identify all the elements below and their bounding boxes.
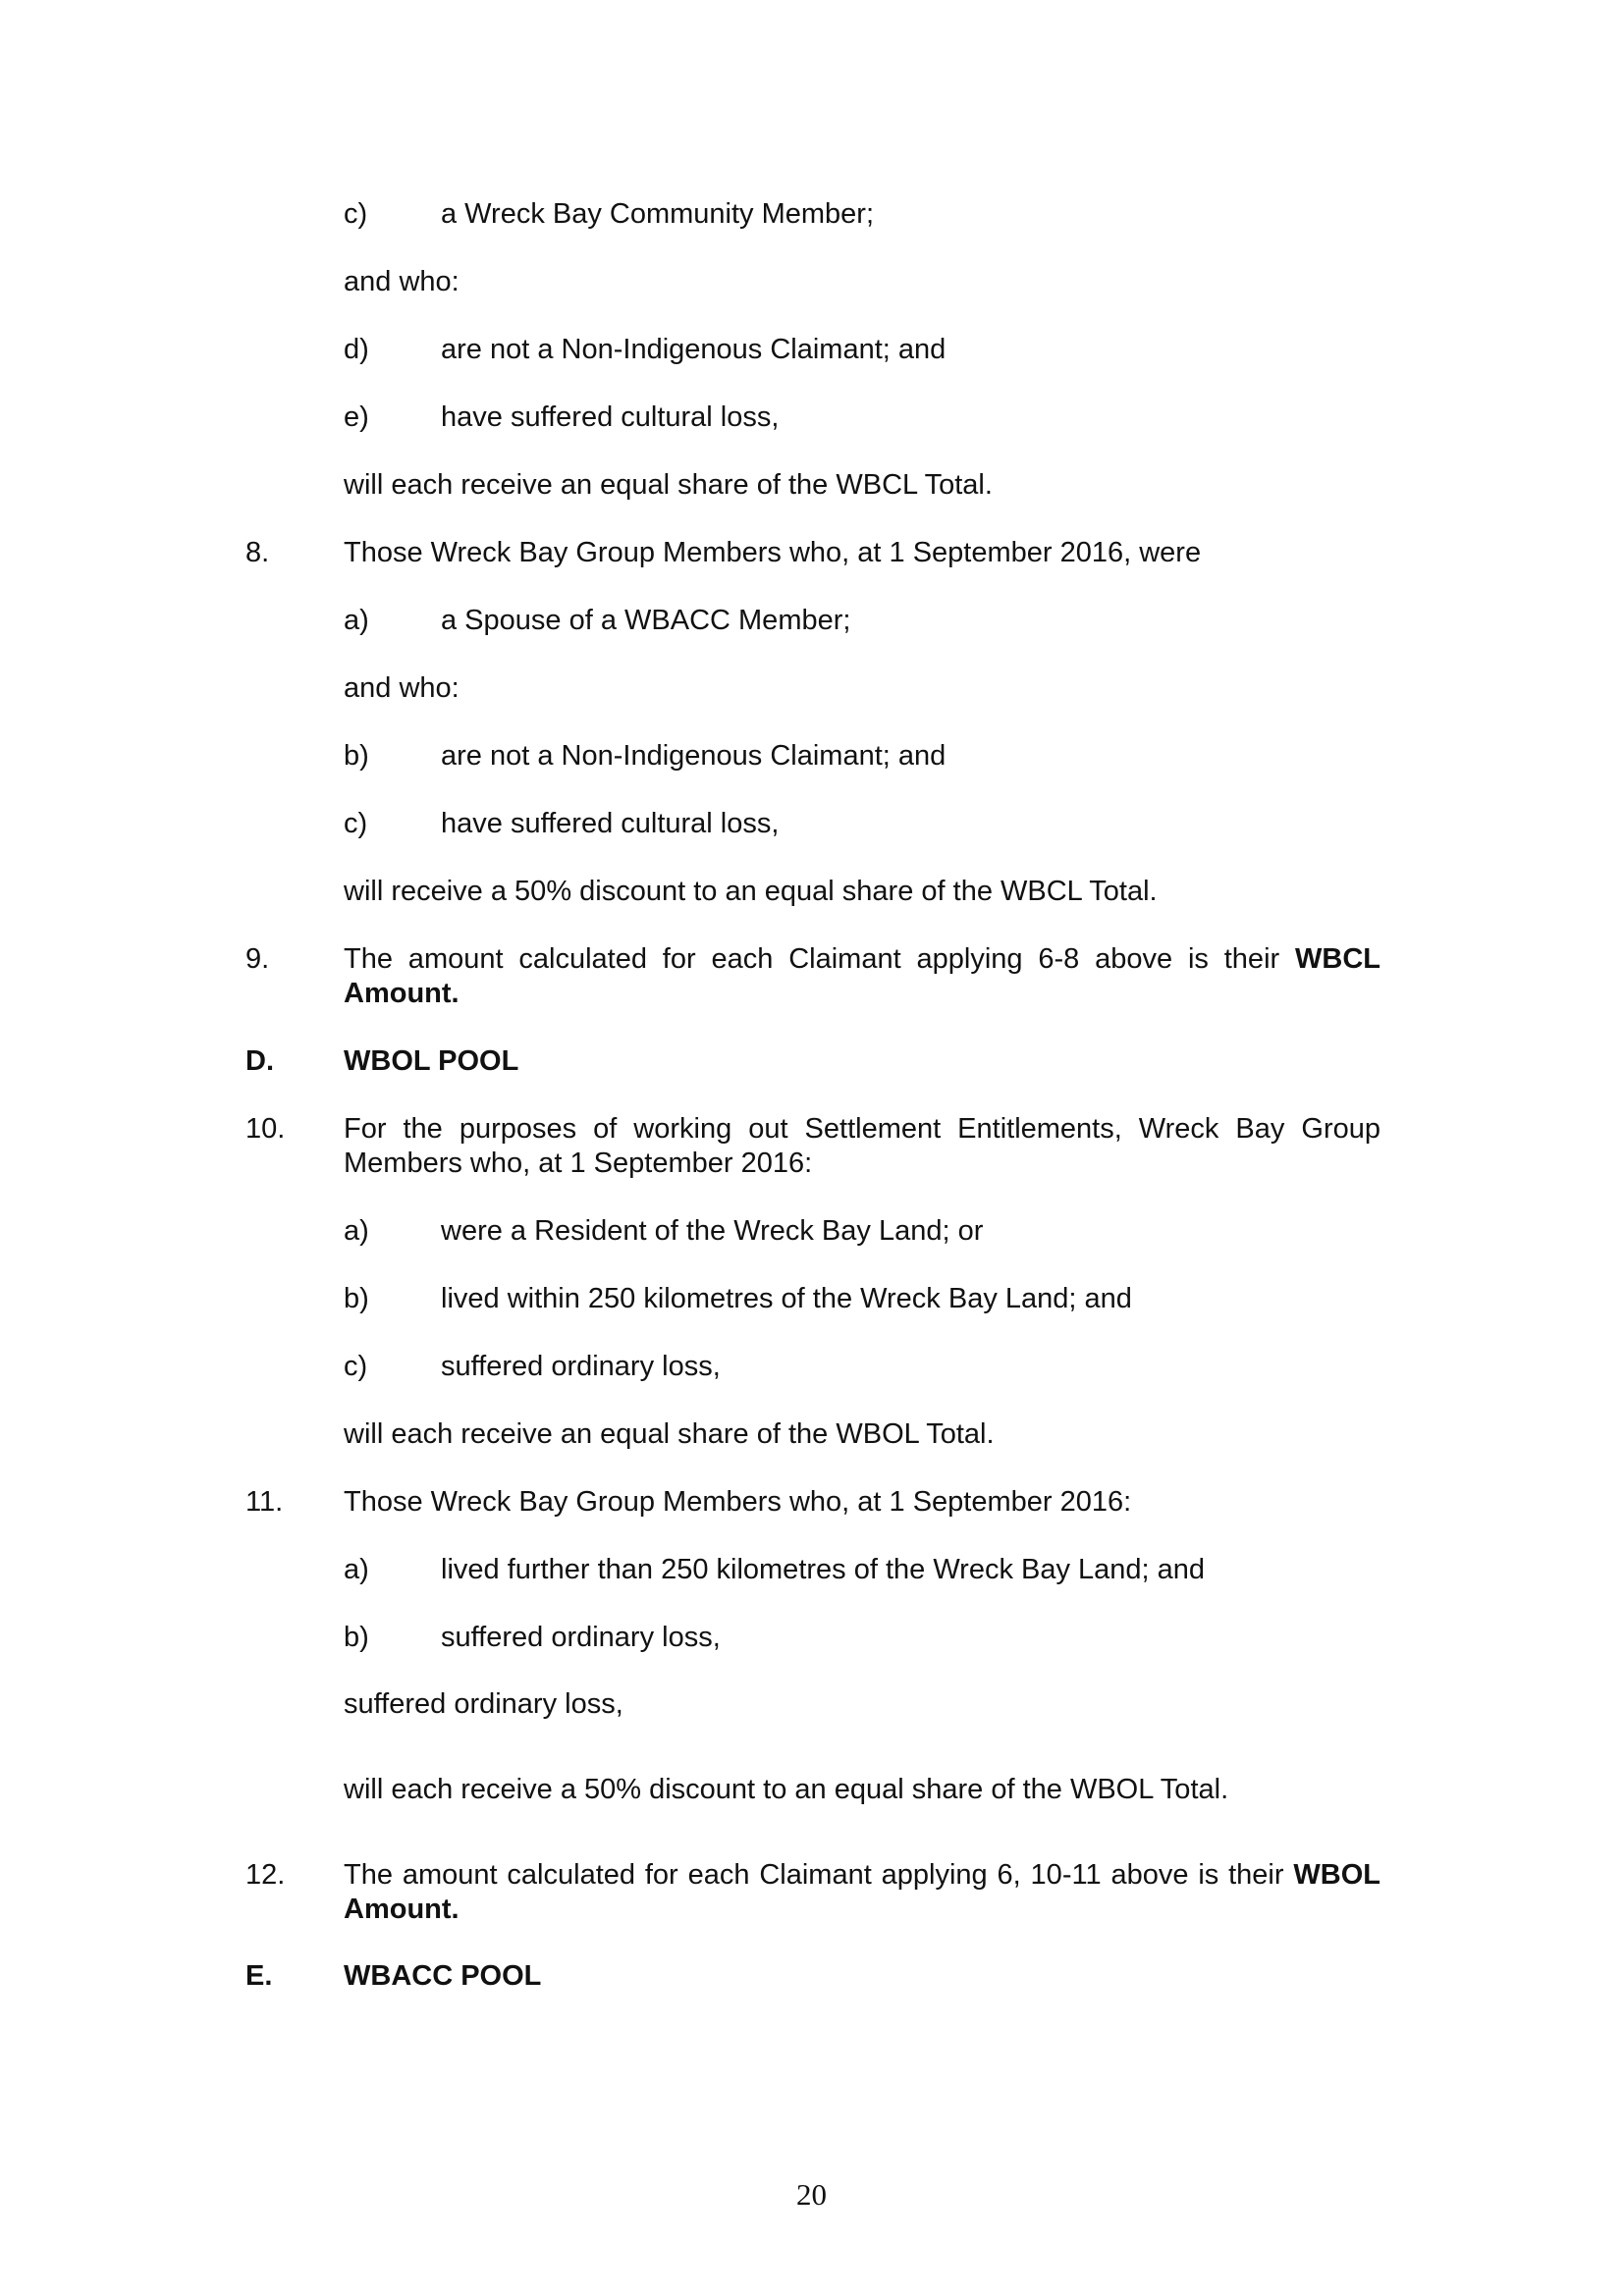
defined-term: WBCL Amount. xyxy=(344,943,1380,1009)
sub-item-text: a Wreck Bay Community Member; xyxy=(441,198,875,230)
conclusion-text: will each receive an equal share of the WBOL Total. xyxy=(344,1418,995,1450)
clause-number: 9. xyxy=(245,943,270,975)
conclusion-text: will receive a 50% discount to an equal share of the WBCL Total. xyxy=(344,876,1158,907)
sub-item-label: a) xyxy=(344,605,369,636)
sub-item-text: a Spouse of a WBACC Member; xyxy=(441,605,851,636)
clause-number: 10. xyxy=(245,1113,286,1145)
sub-item-text: were a Resident of the Wreck Bay Land; or xyxy=(441,1215,984,1247)
clause-number: 11. xyxy=(245,1486,284,1518)
section-letter: E. xyxy=(245,1960,273,1992)
clause-number: 12. xyxy=(245,1859,286,1891)
sub-item-label: b) xyxy=(344,1622,369,1653)
sub-item-text: have suffered cultural loss, xyxy=(441,401,780,433)
defined-term: WBOL Amount. xyxy=(344,1859,1380,1925)
sub-item-label: b) xyxy=(344,740,369,772)
sub-item-text: are not a Non-Indigenous Claimant; and xyxy=(441,334,947,365)
clause-number: 8. xyxy=(245,537,270,568)
conclusion-text: will each receive a 50% discount to an equal share of the WBOL Total. xyxy=(344,1774,1229,1805)
clause-paragraph xyxy=(344,942,1380,1011)
sub-item-label: e) xyxy=(344,401,369,433)
connector-text: suffered ordinary loss, xyxy=(344,1688,623,1720)
clause-text: Those Wreck Bay Group Members who, at 1 September 2016: xyxy=(344,1486,1132,1518)
clause-text: The amount calculated for each Claimant applying 6, 10-11 above is their xyxy=(344,1859,1294,1891)
sub-item-text: have suffered cultural loss, xyxy=(441,808,780,839)
sub-item-label: a) xyxy=(344,1215,369,1247)
clause-paragraph xyxy=(344,1858,1380,1927)
connector-text: and who: xyxy=(344,266,460,297)
sub-item-label: b) xyxy=(344,1283,369,1314)
clause-text: Those Wreck Bay Group Members who, at 1 September 2016, were xyxy=(344,537,1202,568)
sub-item-label: a) xyxy=(344,1554,369,1585)
section-heading: WBOL POOL xyxy=(344,1045,519,1077)
sub-item-text: lived within 250 kilometres of the Wreck Bay Land; and xyxy=(441,1283,1132,1314)
sub-item-label: c) xyxy=(344,1351,368,1382)
section-letter: D. xyxy=(245,1045,274,1077)
sub-item-text: suffered ordinary loss, xyxy=(441,1351,721,1382)
sub-item-text: are not a Non-Indigenous Claimant; and xyxy=(441,740,947,772)
sub-item-text: lived further than 250 kilometres of the Wreck Bay Land; and xyxy=(441,1554,1206,1585)
clause-text: The amount calculated for each Claimant applying 6-8 above is their xyxy=(344,943,1296,975)
page-number: 20 xyxy=(796,2177,827,2212)
sub-item-label: c) xyxy=(344,808,368,839)
conclusion-text: will each receive an equal share of the WBCL Total. xyxy=(344,469,993,501)
sub-item-label: c) xyxy=(344,198,368,230)
clause-text: For the purposes of working out Settlement Entitlements, Wreck Bay Group Members who, at 1 September 2016: xyxy=(344,1113,1380,1179)
sub-item-label: d) xyxy=(344,334,369,365)
connector-text: and who: xyxy=(344,672,460,704)
sub-item-text: suffered ordinary loss, xyxy=(441,1622,721,1653)
section-heading: WBACC POOL xyxy=(344,1960,542,1992)
